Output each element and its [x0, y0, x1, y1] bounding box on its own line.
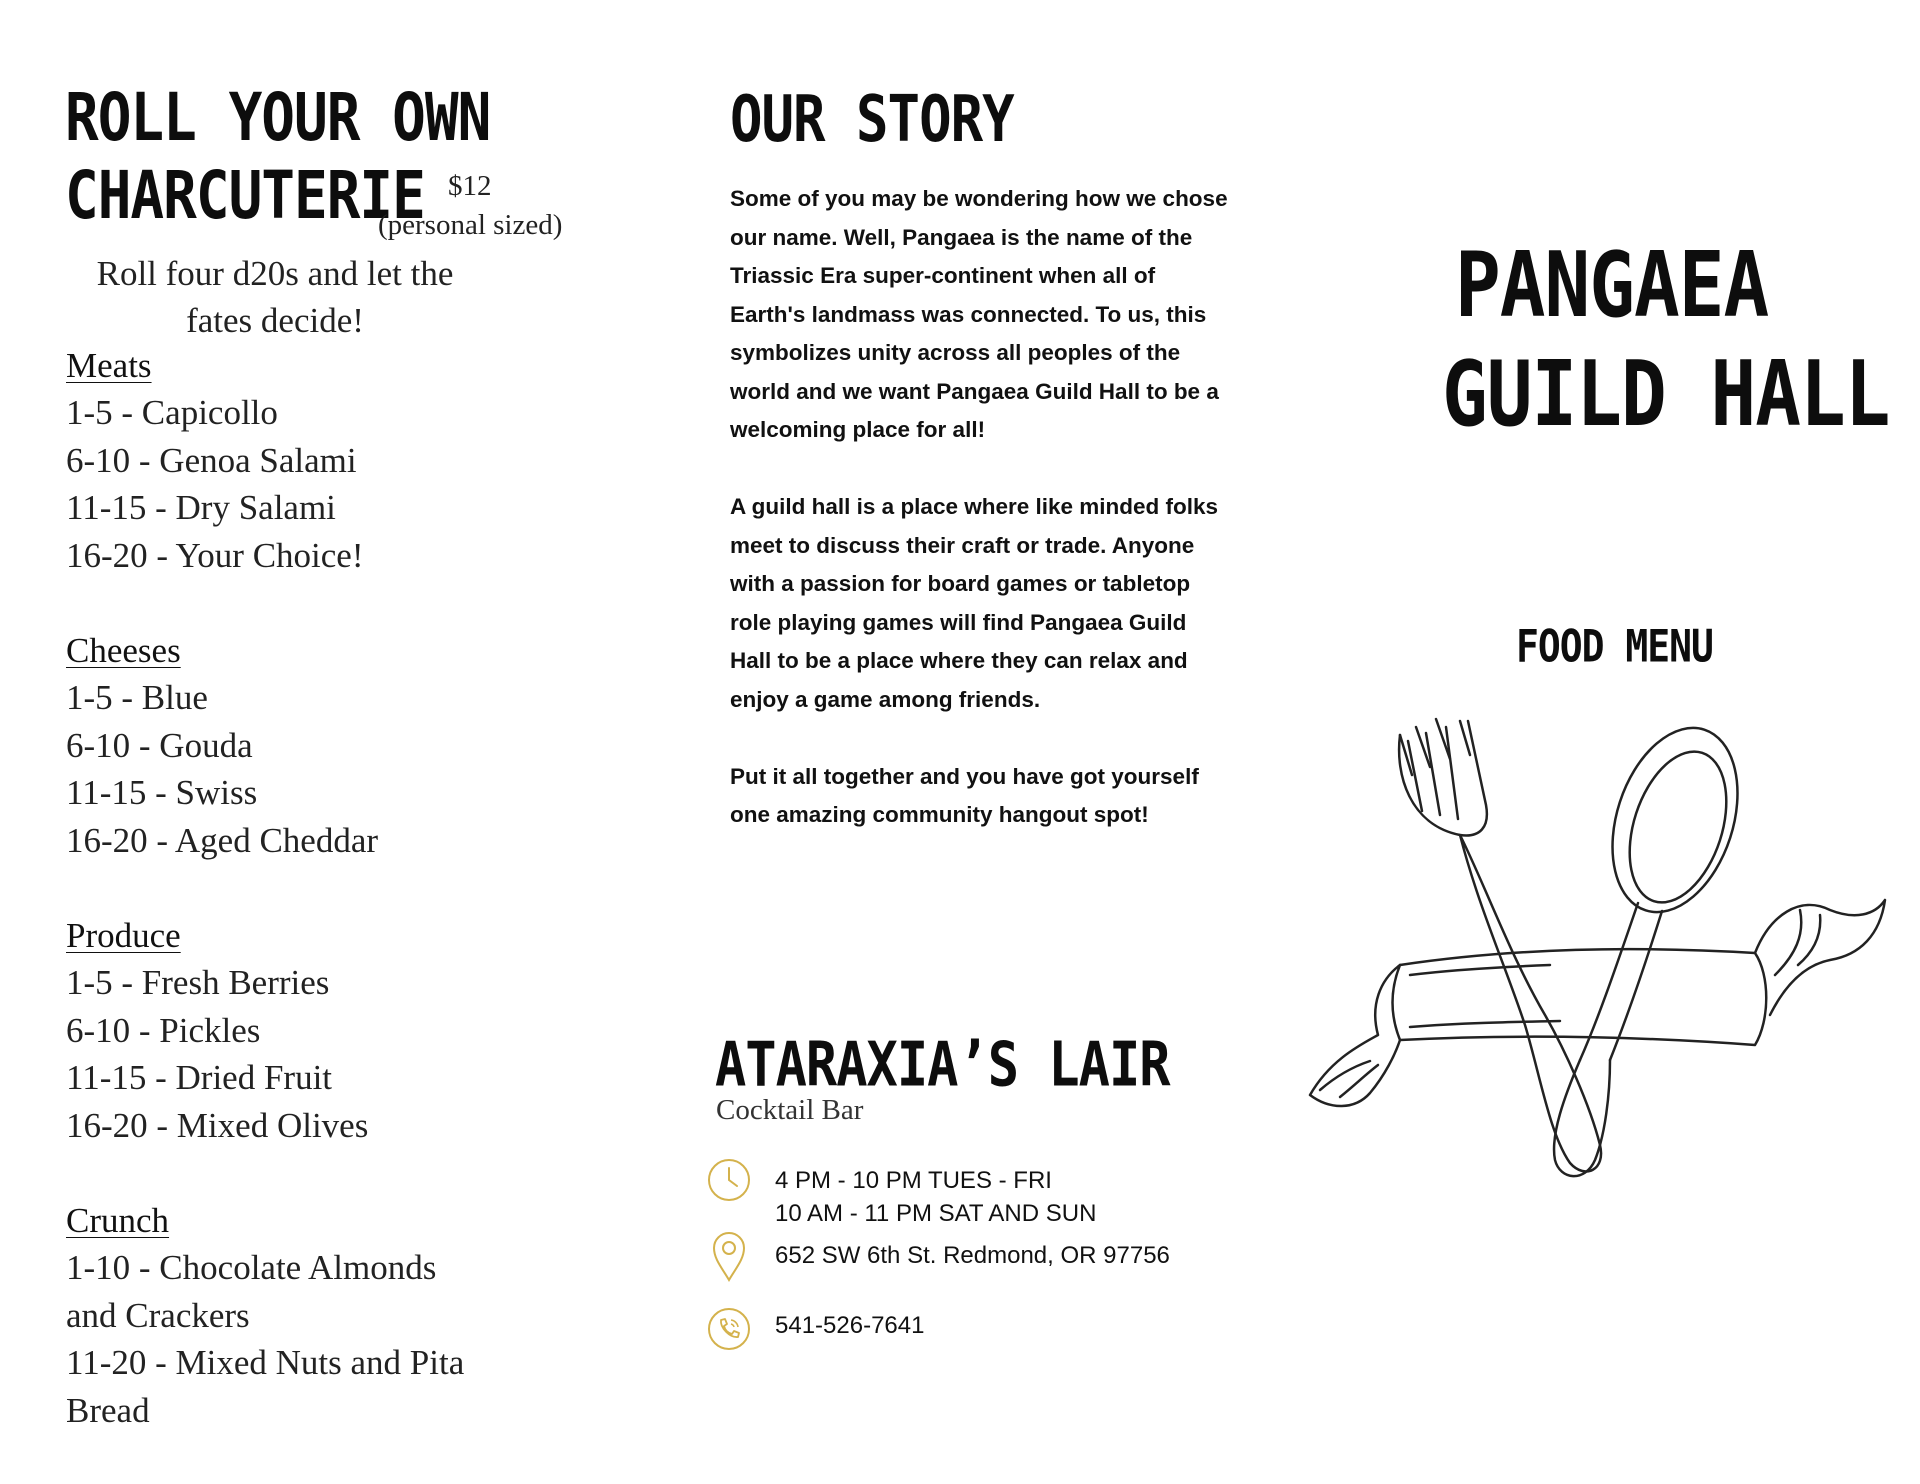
- menu-item: 16-20 - Aged Cheddar: [66, 820, 379, 860]
- section-heading: Cheeses: [66, 631, 181, 670]
- story-paragraph: Put it all together and you have got yourself one amazing community hangout spot!: [730, 763, 1199, 827]
- charcuterie-title-line-1: ROLL YOUR OWN: [65, 80, 491, 157]
- phone-icon: [706, 1306, 752, 1352]
- food-menu-subtitle: FOOD MENU: [1516, 620, 1713, 672]
- spoon-icon: [1554, 715, 1759, 1176]
- charcuterie-title-line-2: CHARCUTERIE: [65, 158, 425, 235]
- section-heading: Crunch: [66, 1201, 170, 1240]
- menu-item: 11-15 - Dried Fruit: [66, 1058, 333, 1097]
- location-pin-icon: [706, 1228, 752, 1284]
- menu-item: 11-20 - Mixed Nuts and Pita Bread: [66, 1343, 465, 1430]
- section-heading: Meats: [66, 346, 152, 385]
- menu-item: 16-20 - Your Choice!: [66, 535, 364, 575]
- bar-type: Cocktail Bar: [716, 1094, 864, 1126]
- brand-line-1: PANGAEA: [1455, 232, 1769, 338]
- hours-line-1: 4 PM - 10 PM TUES - FRI: [775, 1167, 1052, 1194]
- bar-name: ATARAXIA’S LAIR: [715, 1030, 1170, 1101]
- charcuterie-price-note: (personal sized): [378, 209, 563, 241]
- menu-item: 6-10 - Genoa Salami: [66, 440, 357, 480]
- fork-and-spoon-illustration: [1300, 715, 1890, 1195]
- menu-item: 11-15 - Swiss: [66, 773, 258, 812]
- story-title: OUR STORY: [730, 82, 1014, 157]
- menu-section-cheeses: [66, 627, 626, 864]
- story-paragraph: Some of you may be wondering how we chose our name. Well, Pangaea is the name of the Triassic Era super-continent when all of Earth's landmass was connected. To us, this symbolizes unity across all peoples of the world and we want Pangaea Guild Hall to be a welcoming place for all!: [730, 186, 1228, 442]
- story-body: [730, 180, 1230, 873]
- brand-line-2: GUILD HALL: [1442, 341, 1890, 447]
- charcuterie-price: $12: [448, 170, 492, 202]
- menu-item: 1-5 - Fresh Berries: [66, 963, 330, 1002]
- charcuterie-intro: Roll four d20s and let the fates decide!: [96, 254, 454, 340]
- charcuterie-menu-list: [66, 342, 626, 1482]
- menu-item: 6-10 - Gouda: [66, 725, 253, 765]
- clock-icon: [706, 1157, 752, 1203]
- story-paragraph: A guild hall is a place where like minded folks meet to discuss their craft or trade. Anyone with a passion for board games or tabletop role playing games will find Pangaea Guild Hall to be a place where they can relax and enjoy a game among friends.: [730, 494, 1219, 712]
- menu-item: 1-5 - Blue: [66, 678, 208, 717]
- menu-section-produce: [66, 912, 626, 1149]
- menu-item: 16-20 - Mixed Olives: [66, 1105, 369, 1145]
- fork-icon: [1399, 719, 1601, 1171]
- phone-text: 541-526-7641: [775, 1312, 925, 1339]
- ribbon-banner-icon: [1310, 900, 1885, 1106]
- menu-item: 1-10 - Chocolate Almonds and Crackers: [66, 1248, 437, 1335]
- hours-line-2: 10 AM - 11 PM SAT AND SUN: [775, 1200, 1097, 1227]
- menu-item: 6-10 - Pickles: [66, 1010, 261, 1050]
- section-heading: Produce: [66, 916, 181, 955]
- menu-item: 11-15 - Dry Salami: [66, 488, 336, 527]
- menu-section-meats: [66, 342, 626, 579]
- menu-item: 1-5 - Capicollo: [66, 393, 278, 432]
- menu-section-crunch: [66, 1197, 626, 1434]
- address-text: 652 SW 6th St. Redmond, OR 97756: [775, 1242, 1170, 1269]
